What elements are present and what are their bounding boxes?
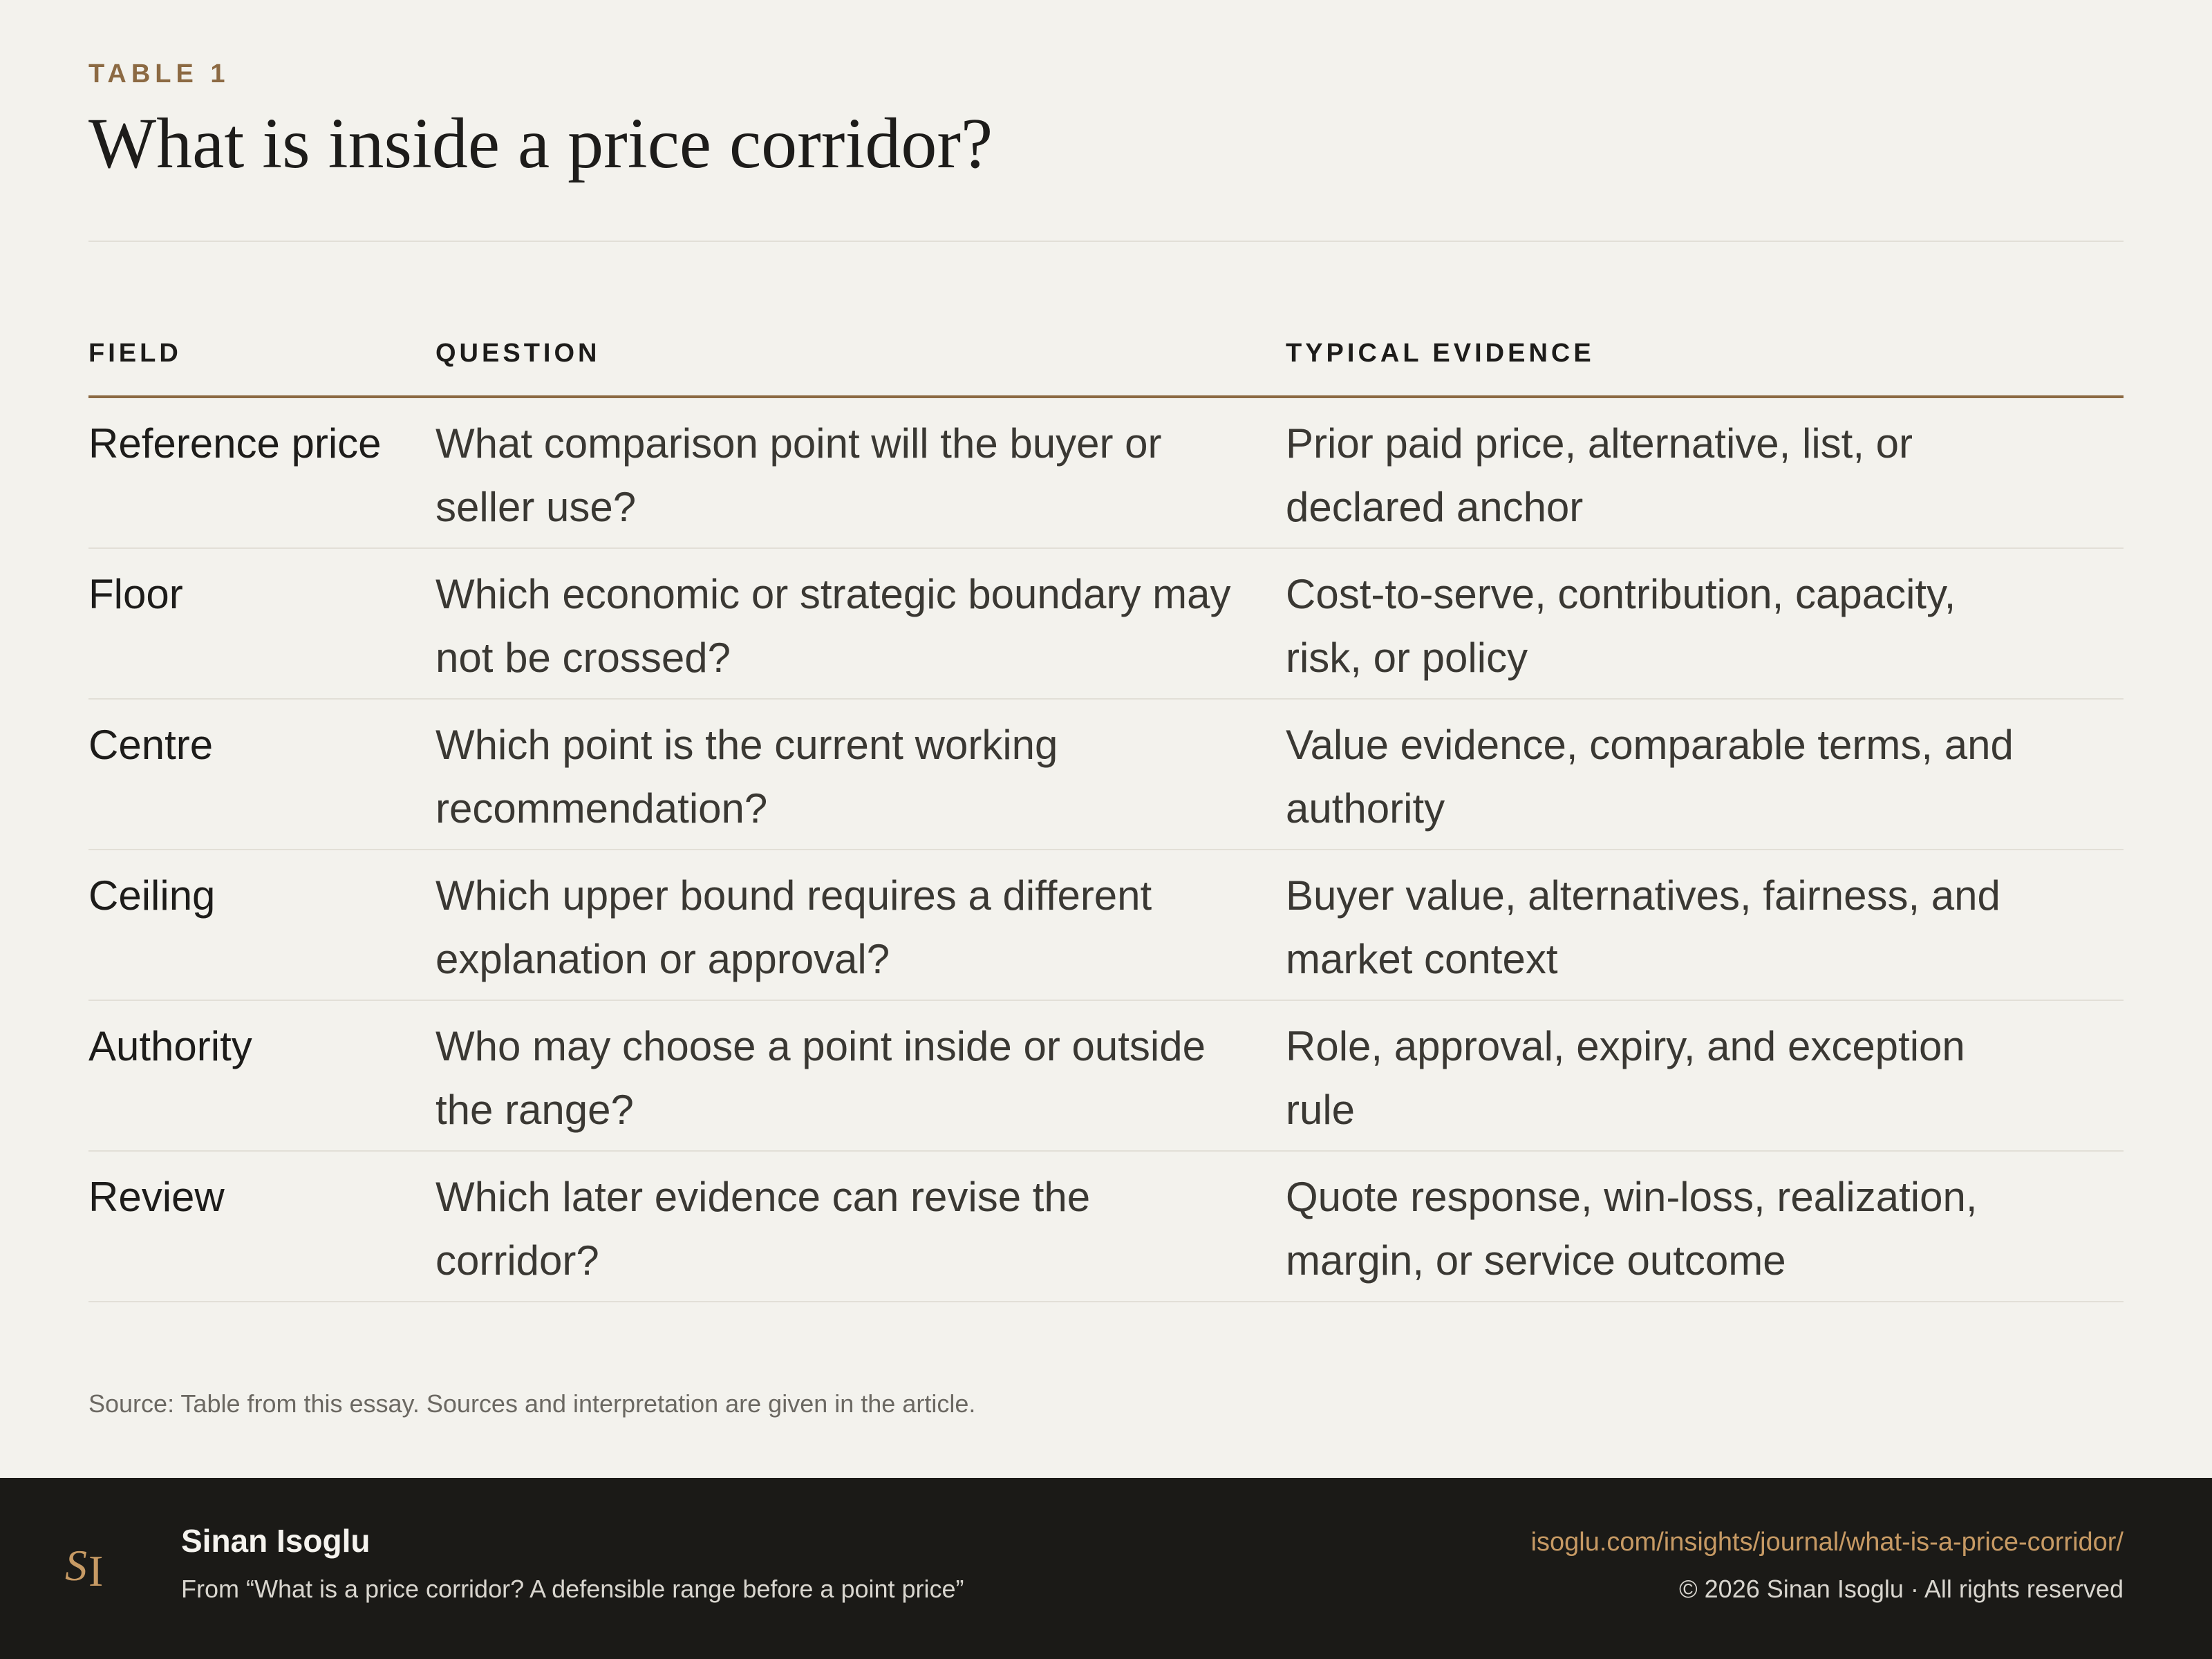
question-cell: Which later evidence can revise the corridor? bbox=[435, 1174, 1091, 1284]
page-title: What is inside a price corridor? bbox=[88, 104, 993, 183]
svg-text:I: I bbox=[88, 1546, 104, 1595]
table-row bbox=[88, 850, 2124, 1001]
field-cell: Review bbox=[88, 1174, 225, 1220]
article-link[interactable]: isoglu.com/insights/journal/what-is-a-price-corridor/ bbox=[1530, 1528, 2124, 1557]
question-cell: Which economic or strategic boundary may not be crossed? bbox=[435, 571, 1231, 681]
field-cell: Floor bbox=[88, 571, 183, 617]
field-cell: Centre bbox=[88, 722, 214, 768]
article-reference: From “What is a price corridor? A defensible range before a point price” bbox=[181, 1575, 964, 1603]
field-cell: Authority bbox=[88, 1023, 252, 1069]
column-header-evidence: TYPICAL EVIDENCE bbox=[1286, 339, 1595, 368]
corridor-table bbox=[88, 332, 2124, 1302]
question-cell: Who may choose a point inside or outside the range? bbox=[435, 1023, 1206, 1133]
evidence-cell: Quote response, win-loss, realization, margin, or service outcome bbox=[1286, 1174, 1978, 1284]
author-name: Sinan Isoglu bbox=[181, 1523, 371, 1559]
monogram-logo-icon bbox=[64, 1537, 119, 1595]
table-row bbox=[88, 1001, 2124, 1152]
copyright-notice: © 2026 Sinan Isoglu · All rights reserved bbox=[1679, 1575, 2124, 1603]
svg-text:S: S bbox=[65, 1541, 87, 1590]
divider bbox=[88, 241, 2124, 242]
evidence-cell: Prior paid price, alternative, list, or declared anchor bbox=[1286, 420, 1913, 530]
field-cell: Reference price bbox=[88, 420, 382, 467]
table-row bbox=[88, 549, 2124, 700]
column-header-question: QUESTION bbox=[435, 339, 601, 368]
table-eyebrow: TABLE 1 bbox=[88, 59, 230, 88]
table-row bbox=[88, 398, 2124, 549]
evidence-cell: Buyer value, alternatives, fairness, and market context bbox=[1286, 872, 2000, 982]
source-note: Source: Table from this essay. Sources and interpretation are given in the article. bbox=[88, 1389, 976, 1418]
question-cell: Which point is the current working recommendation? bbox=[435, 722, 1058, 832]
question-cell: What comparison point will the buyer or seller use? bbox=[435, 420, 1162, 530]
table-row bbox=[88, 1152, 2124, 1302]
field-cell: Ceiling bbox=[88, 872, 216, 919]
evidence-cell: Value evidence, comparable terms, and authority bbox=[1286, 722, 2014, 832]
evidence-cell: Role, approval, expiry, and exception rule bbox=[1286, 1023, 1965, 1133]
footer bbox=[0, 1478, 2212, 1659]
table-row bbox=[88, 700, 2124, 850]
question-cell: Which upper bound requires a different explanation or approval? bbox=[435, 872, 1152, 982]
evidence-cell: Cost-to-serve, contribution, capacity, risk, or policy bbox=[1286, 571, 1956, 681]
column-header-field: FIELD bbox=[88, 339, 182, 368]
table-header-row bbox=[88, 332, 2124, 398]
